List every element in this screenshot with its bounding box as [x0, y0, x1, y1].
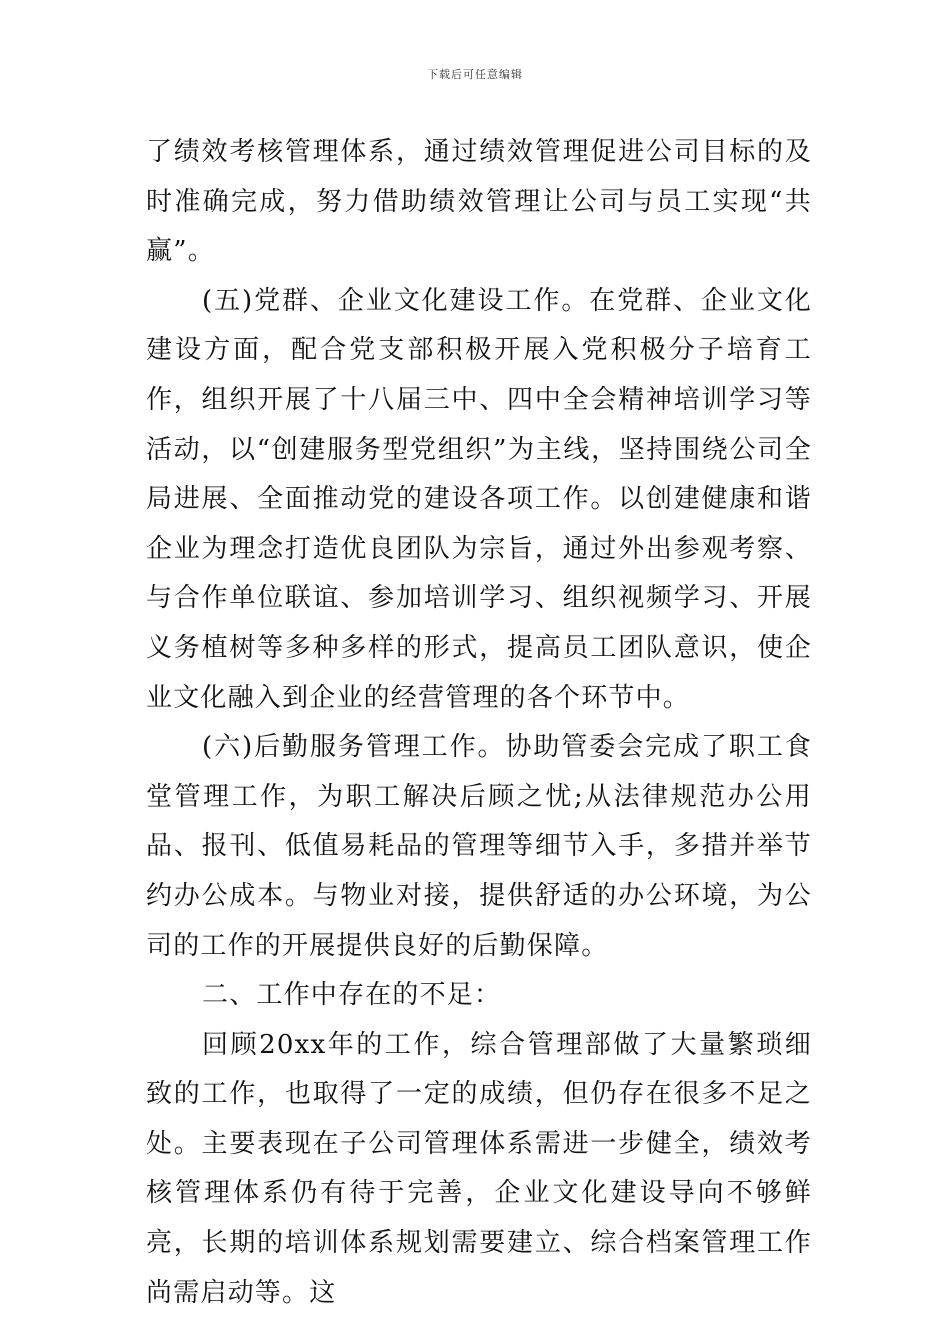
paragraph-party-culture: (五)党群、企业文化建设工作。在党群、企业文化建设方面，配合党支部积极开展入党积极分子培育工作，组织开展了十八届三中、四中全会精神培训学习等活动，以“创建服务型党组织”为主线，坚持围绕公司全局进展、全面推动党的建设各项工作。以创建健康和谐企业为理念打造优良团队为宗旨，通过外出参观考察、与合作单位联谊、参加培训学习、组织视频学习、开展义务植树等多种多样的形式，提高员工团队意识，使企业文化融入到企业的经营管理的各个环节中。	[146, 285, 812, 713]
page-header: 下载后可任意编辑	[427, 68, 523, 81]
paragraph-review: 回顾20xx年的工作，综合管理部做了大量繁琐细致的工作，也取得了一定的成绩，但仍存在很多不足之处。主要表现在子公司管理体系需进一步健全，绩效考核管理体系仍有待于完善，企业文化建设导向不够鲜亮，长期的培训体系规划需要建立、综合档案管理工作尚需启动等。这	[146, 1029, 812, 1308]
section-heading-shortcomings: 二、工作中存在的不足：	[202, 980, 502, 1011]
paragraph-performance-continuation: 了绩效考核管理体系，通过绩效管理促进公司目标的及时准确完成，努力借助绩效管理让公司与员工实现“共赢”。	[146, 137, 812, 267]
paragraph-logistics: (六)后勤服务管理工作。协助管委会完成了职工食堂管理工作，为职工解决后顾之忧;从法律规范办公用品、报刊、低值易耗品的管理等细节入手，多措并举节约办公成本。与物业对接，提供舒适的办公环境，为公司的工作的开展提供良好的后勤保障。	[146, 732, 812, 961]
document-body	[146, 128, 812, 1318]
